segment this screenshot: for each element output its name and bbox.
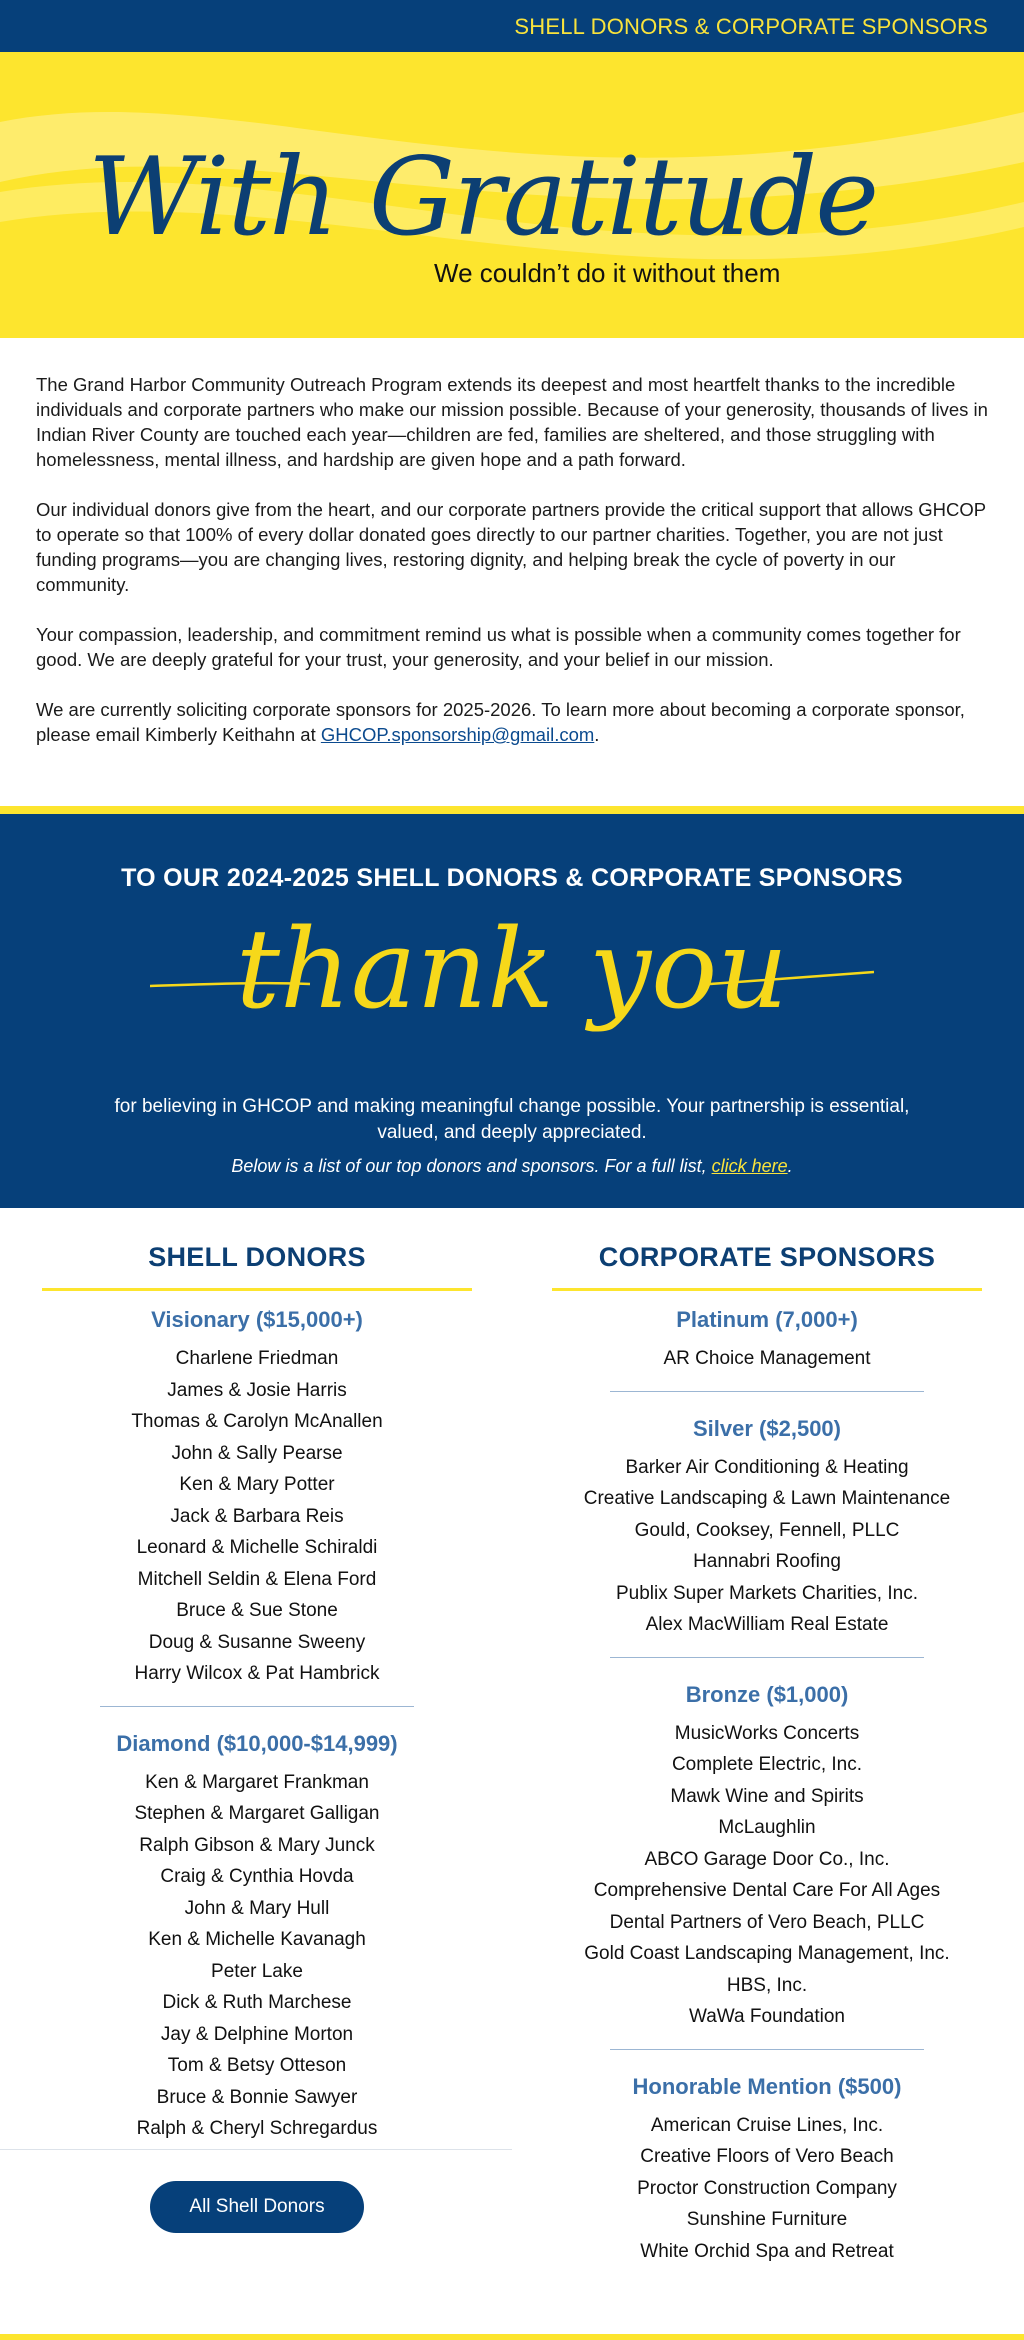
donor-name: Thomas & Carolyn McAnallen: [131, 1411, 383, 1432]
top-banner: [0, 0, 1024, 52]
donor-name: Jack & Barbara Reis: [170, 1505, 344, 1527]
donor-name: Harry Wilcox & Pat Hambrick: [134, 1663, 380, 1684]
donor-name: Doug & Susanne Sweeny: [148, 1631, 366, 1653]
sponsor-name: Mawk Wine and Spirits: [670, 1785, 864, 1807]
sponsor-name: American Cruise Lines, Inc.: [650, 2114, 884, 2136]
intro-paragraph-3: Your compassion, leadership, and commitment remind us what is possible when a community comes together for good. We are deeply grateful for your trust, your generosity, and your belief in our mission.: [36, 624, 961, 670]
tier-divider: [100, 1706, 414, 1707]
tier-title-honorable: Honorable Mention ($500): [632, 2073, 902, 2099]
donor-name: Stephen & Margaret Galligan: [134, 1803, 380, 1824]
sponsorship-email-link[interactable]: GHCOP.sponsorship@gmail.com: [320, 724, 595, 745]
column-rule: [42, 1288, 472, 1291]
sponsor-name: Hannabri Roofing: [693, 1551, 841, 1572]
faint-divider: [0, 2149, 512, 2150]
donor-name: Peter Lake: [211, 1960, 303, 1982]
sponsor-name: Proctor Construction Company: [637, 2177, 897, 2199]
intro-text: [36, 372, 988, 772]
donor-name: Charlene Friedman: [175, 1348, 339, 1369]
tier-title-bronze: Bronze ($1,000): [685, 1681, 849, 1707]
thank-you-heading: TO OUR 2024-2025 SHELL DONORS & CORPORATE SPONSORS: [121, 864, 903, 892]
intro-paragraph-4: [36, 697, 988, 747]
thank-you-message: for believing in GHCOP and making meaningful change possible. Your partnership is essential, valued, and deeply appreciated.: [114, 1096, 910, 1143]
tier-divider: [610, 2049, 924, 2050]
donor-name: Dick & Ruth Marchese: [162, 1992, 352, 2013]
shell-donors-title: SHELL DONORS: [148, 1242, 366, 1272]
donor-name: Jay & Delphine Morton: [160, 2023, 354, 2045]
sponsor-name: Gould, Cooksey, Fennell, PLLC: [634, 1519, 900, 1541]
tier-title-visionary: Visionary ($15,000+): [151, 1307, 363, 1332]
sponsor-name: Comprehensive Dental Care For All Ages: [593, 1880, 941, 1901]
shell-donors-column: [40, 1208, 474, 2233]
sponsor-name: Gold Coast Landscaping Management, Inc.: [584, 1943, 950, 1964]
sponsor-name: Alex MacWilliam Real Estate: [645, 1614, 889, 1635]
full-list-note: [0, 1156, 1024, 1177]
thank-you-script: thank you: [235, 905, 789, 1033]
thank-you-section: [0, 814, 1024, 1208]
tier-title-platinum: Platinum (7,000+): [676, 1307, 858, 1332]
sponsorship-text: We are currently soliciting corporate sponsors for 2025-2026. To learn more about becoming a corporate sponsor, please email Kimberly Keithahn at: [36, 699, 965, 745]
all-shell-donors-button[interactable]: All Shell Donors: [150, 2181, 364, 2233]
donor-name: Ralph & Cheryl Schregardus: [136, 2118, 378, 2139]
sponsorship-suffix: .: [594, 724, 600, 745]
yellow-divider: [0, 806, 1024, 814]
click-here-link[interactable]: click here: [711, 1156, 788, 1176]
tier-title-diamond: Diamond ($10,000-$14,999): [116, 1730, 398, 1756]
sponsor-name: Sunshine Furniture: [686, 2209, 848, 2230]
donor-name: Ken & Mary Potter: [179, 1474, 335, 1495]
intro-paragraph-1: The Grand Harbor Community Outreach Program extends its deepest and most heartfelt thanks to the incredible individuals and corporate partners who make our mission possible. Because of your generosity, thousands of lives in Indian River County are touched each year—children are fed, families are sheltered, and those struggling with homelessness, mental illness, and hardship are given hope and a path forward.: [36, 374, 988, 470]
sponsor-name: Dental Partners of Vero Beach, PLLC: [609, 1911, 925, 1933]
intro-paragraph-2: Our individual donors give from the heart, and our corporate partners provide the critical support that allows GHCOP to operate so that 100% of every dollar donated goes directly to our partner charities. Together, you are not just funding programs—you are changing lives, restoring dignity, and helping break the cycle of poverty in our community.: [36, 499, 986, 595]
hero-script-title: With Gratitude: [88, 135, 878, 260]
donor-name: Leonard & Michelle Schiraldi: [136, 1537, 378, 1558]
sponsor-name: ABCO Garage Door Co., Inc.: [644, 1848, 890, 1870]
banner-title: SHELL DONORS & CORPORATE SPONSORS: [514, 14, 988, 39]
corporate-sponsors-title: CORPORATE SPONSORS: [598, 1242, 936, 1272]
sponsor-name: Creative Floors of Vero Beach: [640, 2146, 894, 2167]
donor-name: Bruce & Bonnie Sawyer: [156, 2086, 358, 2108]
sponsor-name: HBS, Inc.: [726, 1974, 808, 1996]
sponsor-name: McLaughlin: [718, 1817, 816, 1838]
full-list-suffix: .: [787, 1156, 793, 1176]
donor-name: Ken & Margaret Frankman: [145, 1771, 369, 1793]
tier-divider: [610, 1657, 924, 1658]
corporate-sponsors-column: [550, 1208, 984, 2267]
visionary-list: [40, 1343, 474, 1690]
donor-name: Tom & Betsy Otteson: [167, 2055, 347, 2076]
full-list-text: Below is a list of our top donors and sponsors. For a full list,: [231, 1156, 712, 1176]
donor-name: Mitchell Seldin & Elena Ford: [137, 1568, 377, 1590]
hero-banner: [0, 52, 1024, 338]
donor-name: Craig & Cynthia Hovda: [160, 1866, 354, 1887]
sponsor-name: White Orchid Spa and Retreat: [640, 2240, 894, 2262]
donor-name: Ken & Michelle Kavanagh: [148, 1929, 366, 1950]
sponsor-name: AR Choice Management: [663, 1348, 871, 1369]
diamond-list: [40, 1767, 474, 2145]
sponsor-name: WaWa Foundation: [689, 2006, 845, 2027]
sponsor-name: MusicWorks Concerts: [674, 1722, 860, 1744]
sponsor-name: Complete Electric, Inc.: [671, 1754, 863, 1775]
sponsor-name: Publix Super Markets Charities, Inc.: [615, 1582, 918, 1604]
donor-name: Ralph Gibson & Mary Junck: [139, 1834, 375, 1856]
hero-tagline: We couldn’t do it without them: [434, 258, 781, 288]
tier-title-silver: Silver ($2,500): [693, 1415, 841, 1441]
sponsor-name: Barker Air Conditioning & Heating: [625, 1456, 909, 1478]
bottom-yellow-line: [0, 2334, 1024, 2340]
sponsor-name: Creative Landscaping & Lawn Maintenance: [583, 1488, 951, 1509]
donor-name: James & Josie Harris: [167, 1379, 347, 1401]
donor-name: Bruce & Sue Stone: [176, 1600, 338, 1621]
donor-name: John & Sally Pearse: [171, 1442, 343, 1464]
tier-divider: [610, 1391, 924, 1392]
donor-name: John & Mary Hull: [184, 1897, 330, 1919]
column-rule: [552, 1288, 982, 1291]
